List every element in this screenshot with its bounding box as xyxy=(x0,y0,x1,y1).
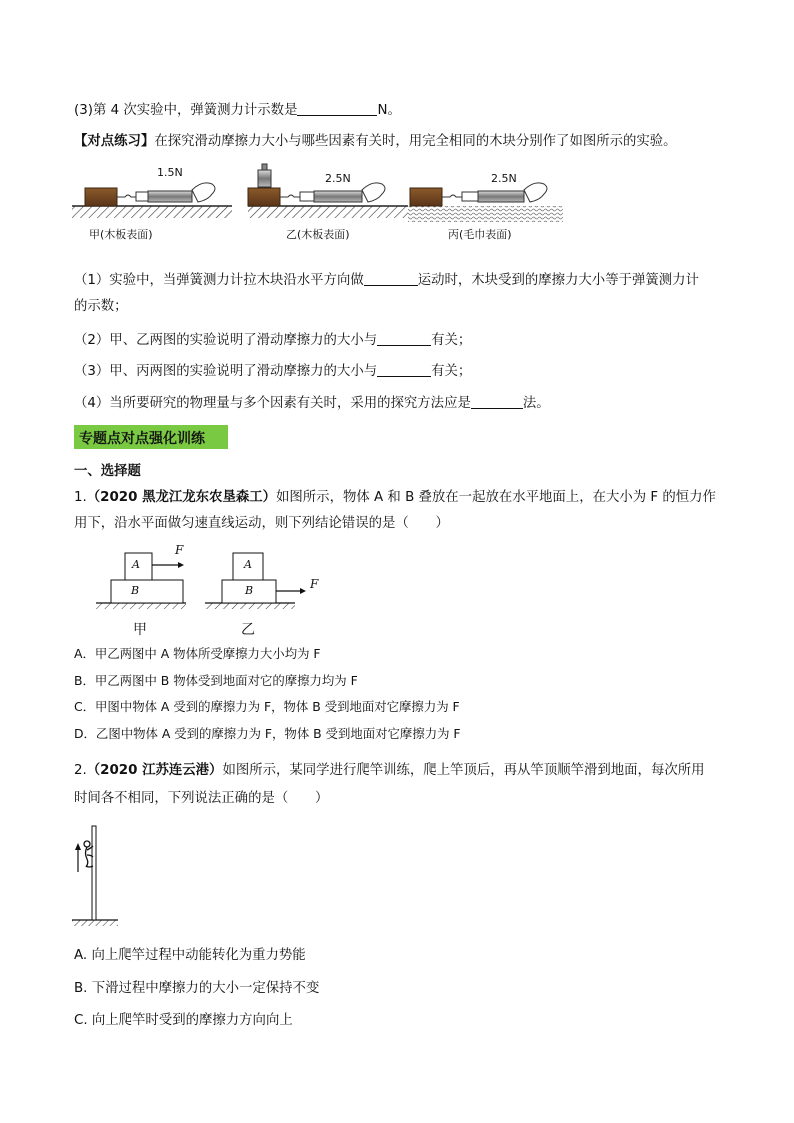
hand-icon xyxy=(524,183,547,202)
force-label-c: 2.5N xyxy=(491,172,517,185)
force-label-a: 1.5N xyxy=(157,166,183,179)
answer-blank[interactable] xyxy=(377,362,431,377)
question2-text-a: 如图所示，某同学进行爬竿训练，爬上竿顶后，再从竿顶顺竿滑到地面，每次所用 xyxy=(222,763,705,778)
question2-source: （2020 江苏连云港） xyxy=(86,763,223,778)
caption-yi: 乙 xyxy=(241,622,255,638)
force-arrow-right xyxy=(300,588,306,594)
practice-q1-line1 xyxy=(74,271,699,290)
answer-blank[interactable] xyxy=(297,101,377,116)
caption-jia: 甲 xyxy=(133,622,147,638)
caption-b: 乙(木板表面) xyxy=(286,228,350,241)
practice-intro xyxy=(74,133,677,151)
q1-text-c: 的示数； xyxy=(74,299,128,314)
stacked-blocks-figure xyxy=(92,545,332,615)
q3-suffix: N。 xyxy=(377,103,401,118)
practice-q3 xyxy=(74,362,471,381)
q1-option-a[interactable]: A．甲乙两图中 A 物体所受摩擦力大小均为 F xyxy=(74,646,321,661)
q3-fourth-trial-line xyxy=(74,101,401,120)
force-arrow-left xyxy=(178,562,184,568)
q2-option-c[interactable]: C. 向上爬竿时受到的摩擦力方向向上 xyxy=(74,1013,293,1028)
answer-blank[interactable] xyxy=(471,394,523,409)
caption-c: 丙(毛巾表面) xyxy=(448,228,512,241)
hand-icon xyxy=(362,183,385,202)
force-label-b: 2.5N xyxy=(325,172,351,185)
label-a-right: A xyxy=(244,558,252,571)
question2-line2: 时间各不相同，下列说法正确的是（ ） xyxy=(74,791,329,806)
q4-text-b: 法。 xyxy=(522,396,550,411)
practice-tag: 【对点练习】 xyxy=(74,134,155,149)
up-arrow-icon xyxy=(75,843,81,850)
experiment-a xyxy=(72,183,232,218)
question1-text-a: 如图所示，物体 A 和 B 叠放在一起放在水平地面上，在大小为 F 的恒力作 xyxy=(276,490,716,505)
label-b-right: B xyxy=(245,584,254,597)
q2-text-b: 有关； xyxy=(431,333,472,348)
answer-blank[interactable] xyxy=(364,271,418,286)
question1-number: 1. xyxy=(74,490,87,505)
q2-option-a[interactable]: A. 向上爬竿过程中动能转化为重力势能 xyxy=(74,948,306,963)
q2-option-b[interactable]: B. 下滑过程中摩擦力的大小一定保持不变 xyxy=(74,981,320,996)
section-badge-label: 专题点对点强化训练 xyxy=(79,431,205,447)
q1-text-a: （1）实验中，当弹簧测力计拉木块沿水平方向做 xyxy=(74,273,364,288)
question2-line1 xyxy=(74,762,705,780)
block-b-left xyxy=(111,580,183,603)
q1-text-b: 运动时，木块受到的摩擦力大小等于弹簧测力计 xyxy=(417,273,699,288)
weight-icon xyxy=(258,170,271,187)
question1-line1 xyxy=(74,489,716,507)
label-f-right: F xyxy=(310,577,319,591)
answer-blank[interactable] xyxy=(377,331,431,346)
caption-a: 甲(木板表面) xyxy=(89,228,153,241)
practice-q2 xyxy=(74,331,471,350)
q1-option-c[interactable]: C．甲图中物体 A 受到的摩擦力为 F，物体 B 受到地面对它摩擦力为 F xyxy=(74,699,460,714)
pole xyxy=(92,826,96,920)
q3-text-a: （3）甲、丙两图的实验说明了滑动摩擦力的大小与 xyxy=(74,364,378,379)
wood-block xyxy=(85,188,117,206)
wood-block xyxy=(410,188,442,206)
practice-q4 xyxy=(74,394,550,413)
q1-option-d[interactable]: D．乙图中物体 A 受到的摩擦力为 F，物体 B 受到地面对它摩擦力为 F xyxy=(74,726,461,741)
q4-text-a: （4）当所要研究的物理量与多个因素有关时，采用的探究方法应是 xyxy=(74,396,471,411)
label-b-left: B xyxy=(131,584,140,597)
question1-line2: 用下，沿水平面做匀速直线运动，则下列结论错误的是（ ） xyxy=(74,516,449,531)
wood-block xyxy=(248,188,280,206)
q2-text-a: （2）甲、乙两图的实验说明了滑动摩擦力的大小与 xyxy=(74,333,378,348)
practice-q1-line2 xyxy=(74,298,128,316)
label-f-left: F xyxy=(175,543,184,557)
hand-icon xyxy=(192,183,215,202)
question1-source: （2020 黑龙江龙东农垦森工） xyxy=(86,490,277,505)
question2-number: 2. xyxy=(74,763,87,778)
practice-intro-text: 在探究滑动摩擦力大小与哪些因素有关时，用完全相同的木块分别作了如图所示的实验。 xyxy=(154,134,677,149)
q1-option-b[interactable]: B．甲乙两图中 B 物体受到地面对它的摩擦力均为 F xyxy=(74,673,358,688)
pole-climbing-figure xyxy=(72,822,122,927)
q3-text-b: 有关； xyxy=(431,364,472,379)
section-heading: 一、选择题 xyxy=(74,464,141,479)
section-badge xyxy=(74,425,228,449)
q3-prefix: (3)第 4 次实验中，弹簧测力计示数是 xyxy=(74,103,298,118)
label-a-left: A xyxy=(132,558,140,571)
experiment-c xyxy=(408,183,563,222)
